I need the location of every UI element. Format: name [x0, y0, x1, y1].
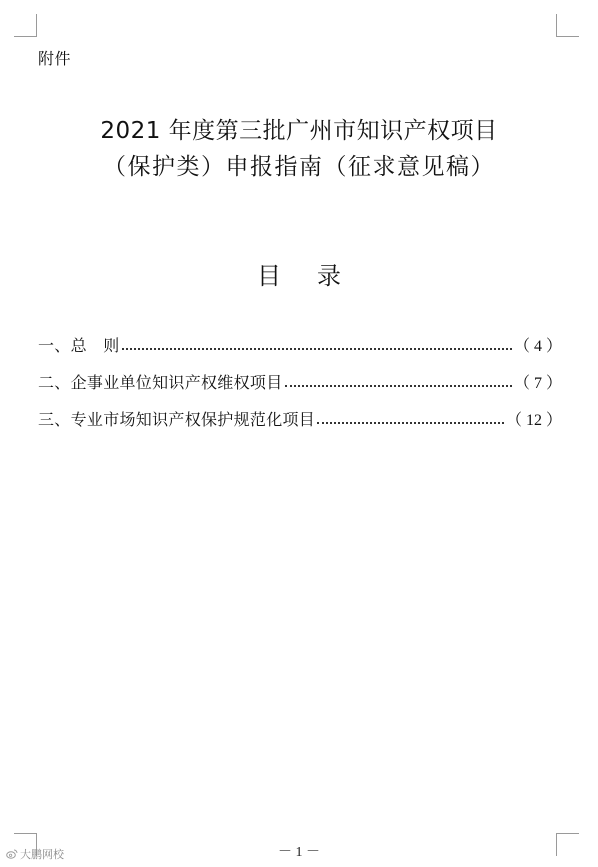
toc-heading: 目录: [257, 262, 377, 290]
crop-mark-top-right: [556, 14, 579, 37]
toc-leader-dots: [122, 348, 512, 350]
document-title-line2: （保护类）申报指南（征求意见稿）: [103, 154, 495, 180]
watermark: [6, 846, 64, 862]
toc-leader-dots: [317, 422, 504, 424]
toc-entry[interactable]: [38, 330, 562, 356]
weibo-icon: [6, 848, 18, 860]
toc-entry-page: （ 4 ）: [513, 338, 562, 355]
crop-mark-top-left: [14, 14, 37, 37]
toc-entry-label: 二、企事业单位知识产权维权项目: [38, 373, 283, 392]
attachment-label: 附件: [38, 49, 72, 68]
toc-leader-dots: [285, 385, 512, 387]
table-of-contents: [38, 330, 562, 441]
page-number: － 1 －: [278, 845, 320, 860]
toc-entry-label: 一、总 则: [38, 336, 120, 355]
toc-entry-page: （ 7 ）: [513, 375, 562, 392]
toc-entry[interactable]: [38, 367, 562, 393]
watermark-text: 大鹏网校: [20, 848, 64, 861]
toc-entry-label: 三、专业市场知识产权保护规范化项目: [38, 410, 316, 429]
toc-entry-page: （ 12 ）: [505, 412, 562, 429]
toc-entry[interactable]: [38, 404, 562, 430]
document-title-line1: 2021 年度第三批广州市知识产权项目: [100, 118, 498, 144]
